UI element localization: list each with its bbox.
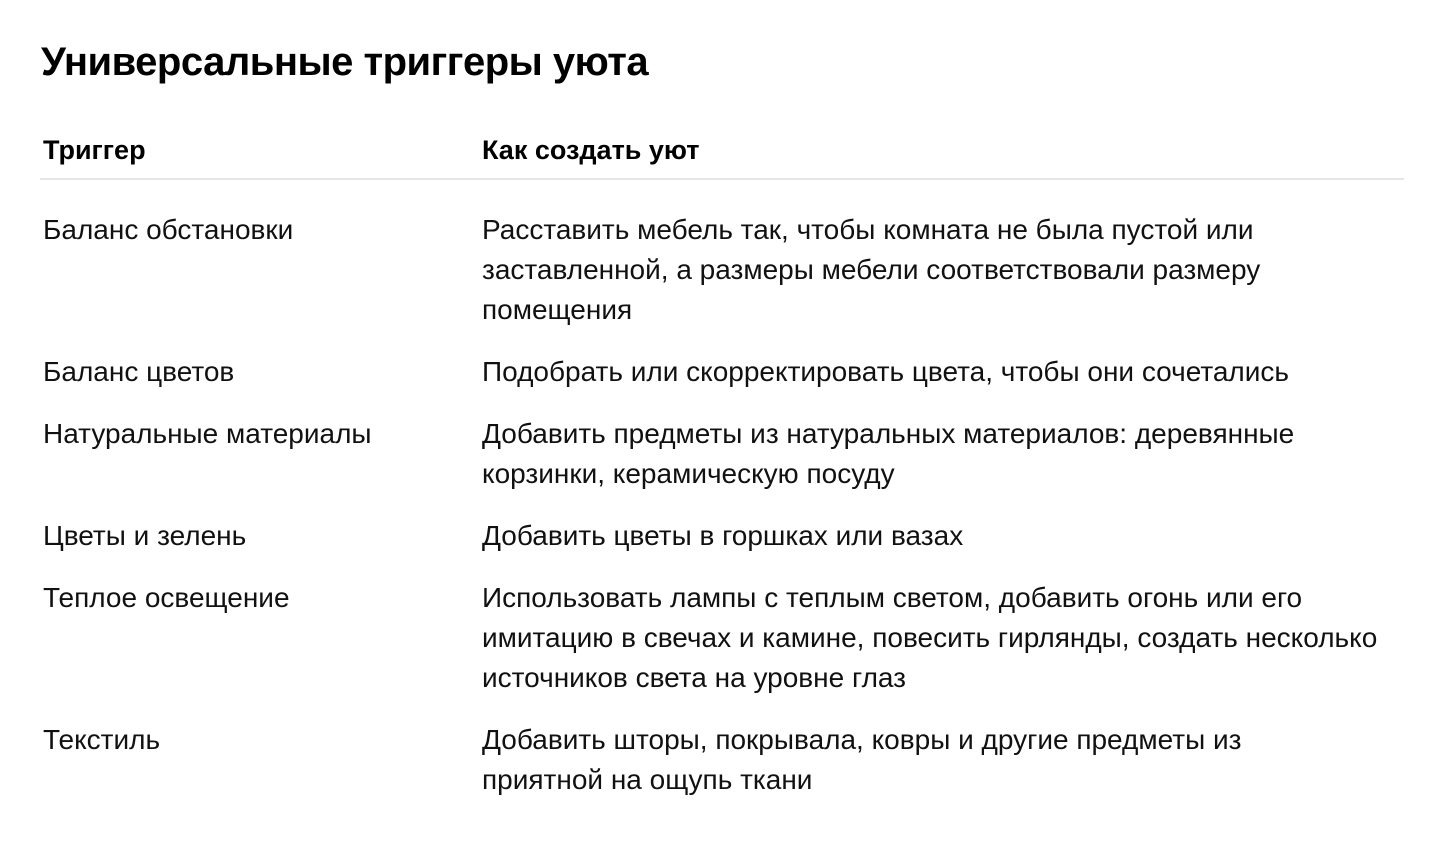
table-row <box>40 720 1404 800</box>
table-header <box>40 128 1404 180</box>
trigger-cell: Цветы и зелень <box>43 520 247 551</box>
triggers-table <box>40 128 1404 822</box>
trigger-cell: Теплое освещение <box>43 582 290 613</box>
table-row <box>40 414 1404 494</box>
table-row <box>40 516 1404 556</box>
header-how-to: Как создать уют <box>482 135 700 165</box>
trigger-cell: Баланс цветов <box>43 356 235 387</box>
table-row <box>40 352 1404 392</box>
trigger-cell: Текстиль <box>43 724 161 755</box>
trigger-cell: Баланс обстановки <box>43 214 294 245</box>
how-to-cell: Добавить предметы из натуральных материалов: деревянные корзинки, керамическую посуду <box>482 418 1295 489</box>
how-to-cell: Подобрать или скорректировать цвета, чтобы они сочетались <box>482 356 1289 387</box>
table-row <box>40 210 1404 330</box>
how-to-cell: Использовать лампы с теплым светом, добавить огонь или его имитацию в свечах и камине, повесить гирлянды, создать несколько источников света на уровне глаз <box>482 582 1378 693</box>
page-title: Универсальные триггеры уюта <box>41 40 649 84</box>
how-to-cell: Расставить мебель так, чтобы комната не была пустой или заставленной, а размеры мебели соответствовали размеру помещения <box>482 214 1261 325</box>
header-trigger: Триггер <box>43 135 146 165</box>
how-to-cell: Добавить цветы в горшках или вазах <box>482 520 964 551</box>
table-body <box>40 180 1404 800</box>
trigger-cell: Натуральные материалы <box>43 418 372 449</box>
table-row <box>40 578 1404 698</box>
how-to-cell: Добавить шторы, покрывала, ковры и другие предметы из приятной на ощупь ткани <box>482 724 1242 795</box>
